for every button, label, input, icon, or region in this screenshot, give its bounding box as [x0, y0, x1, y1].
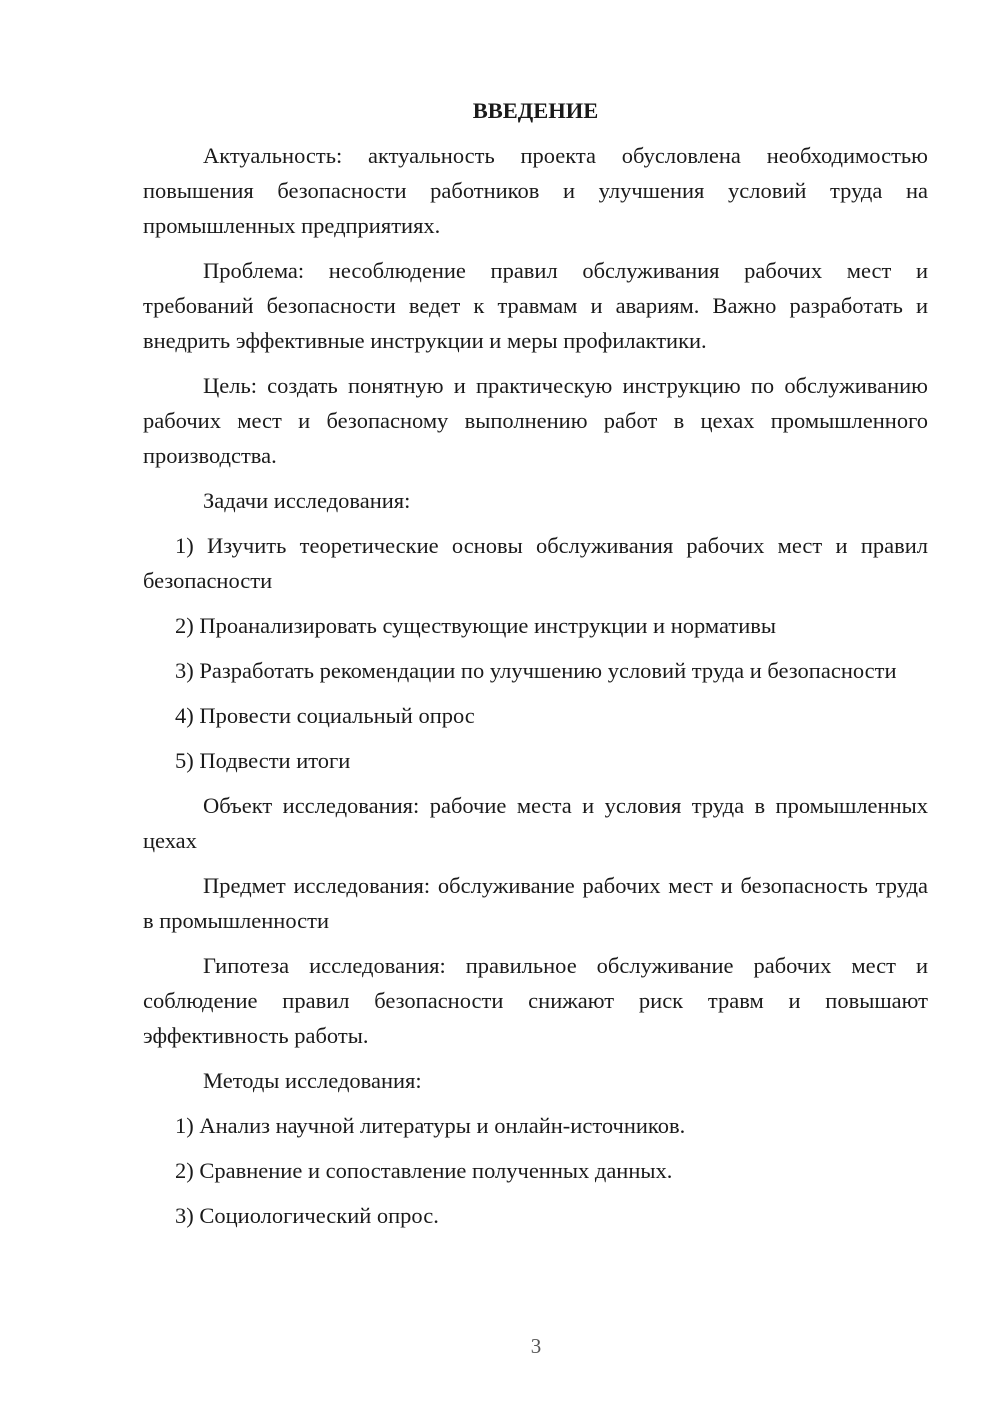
task-item: 1) Изучить теоретические основы обслуживания рабочих мест и правил безопасности: [143, 533, 928, 593]
paragraph-subject: Предмет исследования: обслуживание рабочих мест и безопасность труда в промышленности: [143, 873, 928, 933]
paragraph-object: Объект исследования: рабочие места и условия труда в промышленных цехах: [143, 793, 928, 853]
methods-heading: Методы исследования:: [203, 1068, 422, 1093]
paragraph-goal: Цель: создать понятную и практическую инструкцию по обслуживанию рабочих мест и безопасному выполнению работ в цехах промышленного производства.: [143, 373, 928, 468]
tasks-heading: Задачи исследования:: [203, 488, 411, 513]
task-item: 2) Проанализировать существующие инструкции и нормативы: [175, 613, 777, 638]
page-number: 3: [530, 1334, 542, 1358]
paragraph-relevance: Актуальность: актуальность проекта обусловлена необходимостью повышения безопасности работников и улучшения условий труда на промышленных предприятиях.: [143, 143, 928, 238]
method-item: 2) Сравнение и сопоставление полученных данных.: [175, 1158, 673, 1183]
section-title: ВВЕДЕНИЕ: [472, 98, 599, 123]
task-item: 5) Подвести итоги: [175, 748, 351, 773]
method-item: 1) Анализ научной литературы и онлайн-источников.: [175, 1113, 686, 1138]
paragraph-problem: Проблема: несоблюдение правил обслуживания рабочих мест и требований безопасности ведет к травмам и авариям. Важно разработать и внедрить эффективные инструкции и меры профилактики.: [143, 258, 928, 353]
page-content: [143, 93, 928, 1243]
method-item: 3) Социологический опрос.: [175, 1203, 439, 1228]
task-item: 3) Разработать рекомендации по улучшению условий труда и безопасности: [175, 658, 897, 683]
paragraph-hypothesis: Гипотеза исследования: правильное обслуживание рабочих мест и соблюдение правил безопасности снижают риск травм и повышают эффективность работы.: [143, 953, 928, 1048]
task-item: 4) Провести социальный опрос: [175, 703, 475, 728]
